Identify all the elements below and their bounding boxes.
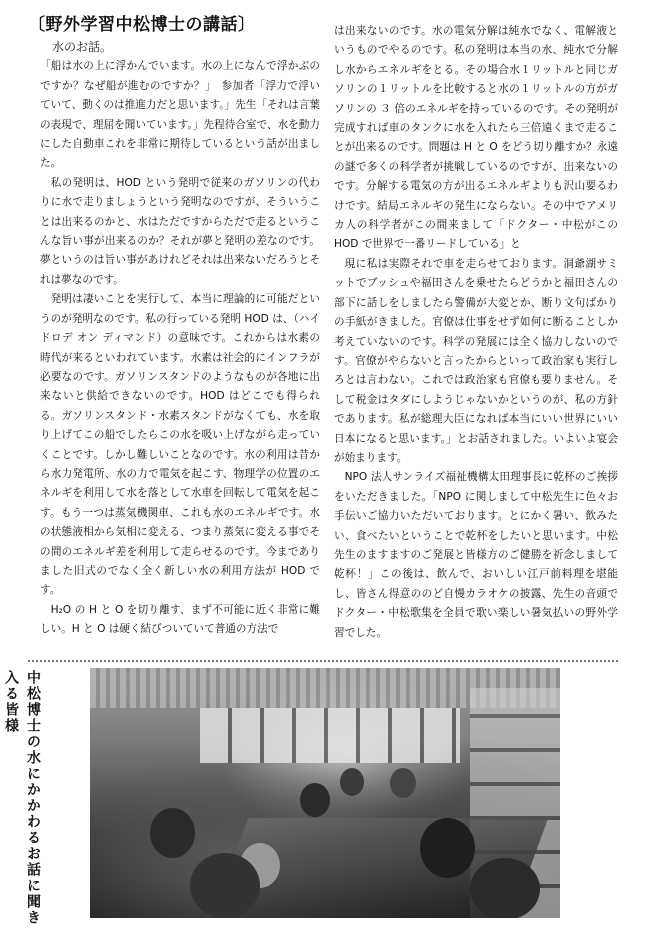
left-column bbox=[40, 38, 320, 640]
article-subtitle: 水のお話。 bbox=[52, 40, 113, 54]
paragraph: 現に私は実際それで車を走らせております。洞爺湖サミットでブッシュや福田さんを乗せたらどうかと福田さんの部下に話しをしましたら警備が大変とか、断り文句ばかりの手紙がきました。官僚は仕事をせず如何に断ることしか考えていないのです。科学の発展には全く協力しないのです。官僚がやらないと言ったからといって政治家も実行しろとは言わない。これでは政治家も官僚も要りません。そして税金はタダにしようじゃないかというのが、私の方針であります。私が総理大臣になれば本当にいい世界にいい日本になると思います。」とお話されました。いよいよ宴会が始まります。 bbox=[334, 257, 618, 464]
paragraph: 「船は水の上に浮かんでいます。水の上になんで浮かぶのですか？なぜ船が進むのですか？」 参加者「浮力で浮いていて、動くのは推進力だと思います。」先生「それは言葉の表現で、理屈を聞いています。」先程待合室で、水を動力にした自動車これを非常に期待しているという話が出ました。 bbox=[40, 60, 320, 170]
photo-divider bbox=[28, 660, 618, 662]
photo-person bbox=[150, 808, 195, 858]
article-title: 〔野外学習中松博士の講話〕 bbox=[28, 15, 256, 35]
right-column bbox=[334, 22, 618, 643]
paragraph: は出来ないのです。水の電気分解は純水でなく、電解液というものでやるのです。私の発明は本当の水、純水で分解し水からエネルギをとる。その場合水１リットルと同じガソリンの１リットルを比較すると水の１リットルの方がガソリンの ３ 倍のエネルギを持っているのです。その発明が完成すれば車のタンクに水を入れたら三倍遠くまで走ることが出来るのです。問題は H と O をどう切り離すか？永遠の謎で多くの科学者が挑戦しているのですが、出来ないのです。分解する電気の方が出るエネルギよりも沢山要るわけです。結局エネルギの発生にならない。その中でアメリカ人の科学者がこの間来まして「ドクター・中松がこの HOD で世界で一番リードしている」と bbox=[334, 25, 618, 251]
photo-windows bbox=[200, 708, 460, 763]
photo-person bbox=[420, 818, 475, 878]
photo-person bbox=[390, 768, 416, 798]
paragraph: H₂O の H と O を切り離す、まず不可能に近く非常に難しい。H と O は硬く結びついていて普通の方法で bbox=[40, 603, 320, 636]
photo-person bbox=[300, 783, 330, 817]
photo-person bbox=[340, 768, 364, 796]
banquet-photo bbox=[90, 668, 560, 918]
paragraph: 発明は凄いことを実行して、本当に理論的に可能だというのが発明なのです。私の行っている発明 HOD は、（ハイドロデ オン ディマンド）の意味です。これからは水素の時代が来るといわれています。水素は社会的にインフラが必要なのです。ガソリンスタンドのようなものが各地に出来ないと供給できないのです。HOD はどこでも得られる。ガソリンスタンド・水素スタンドがなくても、水を取り上げてこの船でしたらこの水を吸い上げながら走っていくことです。しかし難しいことなのです。水の利用は昔から水力発電所、水の力で電気を起こす、物理学の位置のエネルギを利用して水を落として水車を回転して電気を起こす。もう一つは蒸気機関車、これも水のエネルギです。水の状態液相から気相に変える、つまり蒸気に変える事でその間のエネルギ差を利用して走らせるのです。今までありました旧式のでなく全く新しい水の利用方法が HOD です。 bbox=[40, 293, 320, 597]
paragraph: NPO 法人サンライズ福祉機構太田理事長に乾杯のご挨拶をいただきました。「NPO に関しまして中松先生に色々お手伝いご協力いただいております。とにかく暑い、飲みたい、食べたいということで乾杯をしたいと思います。中松先生のますますのご発展と皆様方のご健勝を祈念しまして乾杯！」この後は、飲んで、おいしい江戸前料理を堪能し、皆さん得意ののど自慢カラオケの披露、先生の音頭でドクター・中松歌集を全員で歌い楽しい暑気払いの野外学習でした。 bbox=[334, 471, 618, 639]
photo-caption: 中松博士の水にかかわるお話に聞き入る皆様 bbox=[3, 670, 41, 926]
paragraph: 私の発明は、HOD という発明で従来のガソリンの代わりに水で走りましょうという発明なのですが、そういうことは出来るのかと、水はただですからただで走るというこんな旨い事が出来るのか？それが夢と発明の差なのです。夢というのは旨い事があけれどそれは出来ないだろうとそれは夢なのです。 bbox=[40, 176, 320, 286]
photo-person bbox=[470, 858, 540, 918]
photo-person bbox=[190, 853, 260, 918]
